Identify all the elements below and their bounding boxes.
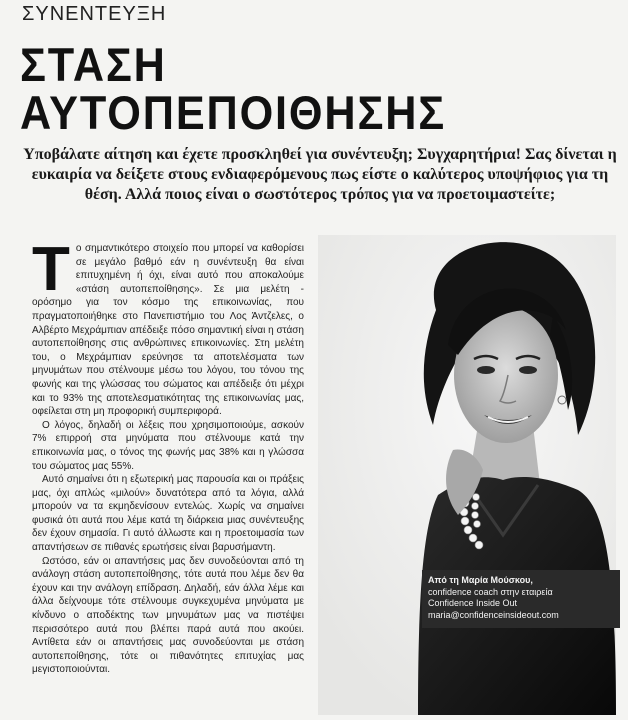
- paragraph-2: Ο λόγος, δηλαδή οι λέξεις που χρησιμοποιούμε, ασκούν 7% επιρροή στα μηνύματα που στέλνουμε κατά την επικοινωνία μας, ο τόνος της φωνής μας 38% και η γλώσσα του σώματος μας 55%.: [32, 419, 304, 472]
- headline-line-2: ΑΥΤΟΠΕΠΟΙΘΗΣΗΣ: [20, 86, 447, 139]
- author-photo: [318, 235, 616, 715]
- deck-intro: Υποβάλατε αίτηση και έχετε προσκληθεί για συνέντευξη; Συγχαρητήρια! Σας δίνεται η ευκαιρία να δείξετε στους ενδιαφερόμενους πως είστε ο καλύτερος υποψήφιος για τη θέση. Αλλά ποιος είναι ο σωστότερος τρόπος για να προετοιμαστείτε;: [23, 146, 617, 203]
- author-company: Confidence Inside Out: [428, 598, 518, 608]
- paragraph-3: Αυτό σημαίνει ότι η εξωτερική μας παρουσία και οι πράξεις μας, όχι απλώς «μιλούν» δυνατότερα από τα λόγια, αλλά μπορούν να τα εκμηδενίσουν εντελώς. Χωρίς να σημαίνει φυσικά ότι αυτά που λέμε κατά τη διάρκεια μιας συνέντευξης δεν έχουν σημασία. Γι αυτό άλλωστε και η προετοιμασία των απαντήσεων σε πιθανές ερωτήσεις είναι βαρυσήμαντη.: [32, 474, 304, 554]
- author-email: maria@confidenceinsideout.com: [428, 609, 559, 620]
- portrait-illustration: [318, 235, 616, 715]
- paragraph-4: Ωστόσο, εάν οι απαντήσεις μας δεν συνοδεύονται από τη ανάλογη στάση αυτοπεποίθησης, τότε αυτά που λέμε δεν θα έχουν και την ανάλογη επίδραση. Δηλαδή, εάν άλλα λέμε και άλλα δείχνουμε τότε στέλνουμε συγκεχυμένα μηνύματα με κίνδυνο ο αποδέκτης των μηνυμάτων μας να πιστέψει περισσότερο αυτά που βλέπει παρά αυτά που ακούει. Αντίθετα εάν οι απαντήσεις μας συνοδεύονται με στάση αυτοπεποίθησης, τότε οι πιθανότητες επιτυχίας μας μεγιστοποιούνται.: [32, 555, 304, 676]
- author-name: Από τη Μαρία Μούσκου,: [428, 575, 533, 585]
- paragraph-1: [32, 235, 304, 419]
- author-role: confidence coach στην εταιρεία: [428, 586, 553, 597]
- article-body: [32, 235, 304, 677]
- section-label: ΣΥΝΕΝΤΕΥΞΗ: [22, 3, 167, 25]
- paragraph-1-text: ο σημαντικότερο στοιχείο που μπορεί να καθορίσει σε μεγάλο βαθμό εάν η συνέντευξη θα είναι επιτυχημένη ή όχι, είναι αυτό που αποκαλούμε «στάση αυτοπεποίθησης». Σε μια μελέτη - ορόσημο για τον κόσμο της επικοινωνίας, που πραγματοποιήθηκε στο Πανεπιστήμιο του Λος Άντζελες, ο Αλβέρτο Μεχράμπιαν απέδειξε πόσο σημαντική είναι η στάση αυτοπεποίθησης στις ανθρώπινες επικοινωνίες. Στη μελέτη του, ο Μεχράμπιαν ερεύνησε τα αποτελέσματα των μηνυμάτων που στέλνουμε μέσω του λόγου, του τόνου της φωνής και της γλώσσας του σώματος και απέδειξε ότι μέχρι και το 93% της αποτελεσματικότητας της επικοινωνίας μας, οφείλεται στη μη προφορική συμπεριφορά.: [32, 243, 304, 418]
- drop-cap: Τ: [32, 235, 70, 304]
- headline-line-1: ΣΤΑΣΗ: [20, 38, 167, 91]
- author-caption: [422, 570, 620, 628]
